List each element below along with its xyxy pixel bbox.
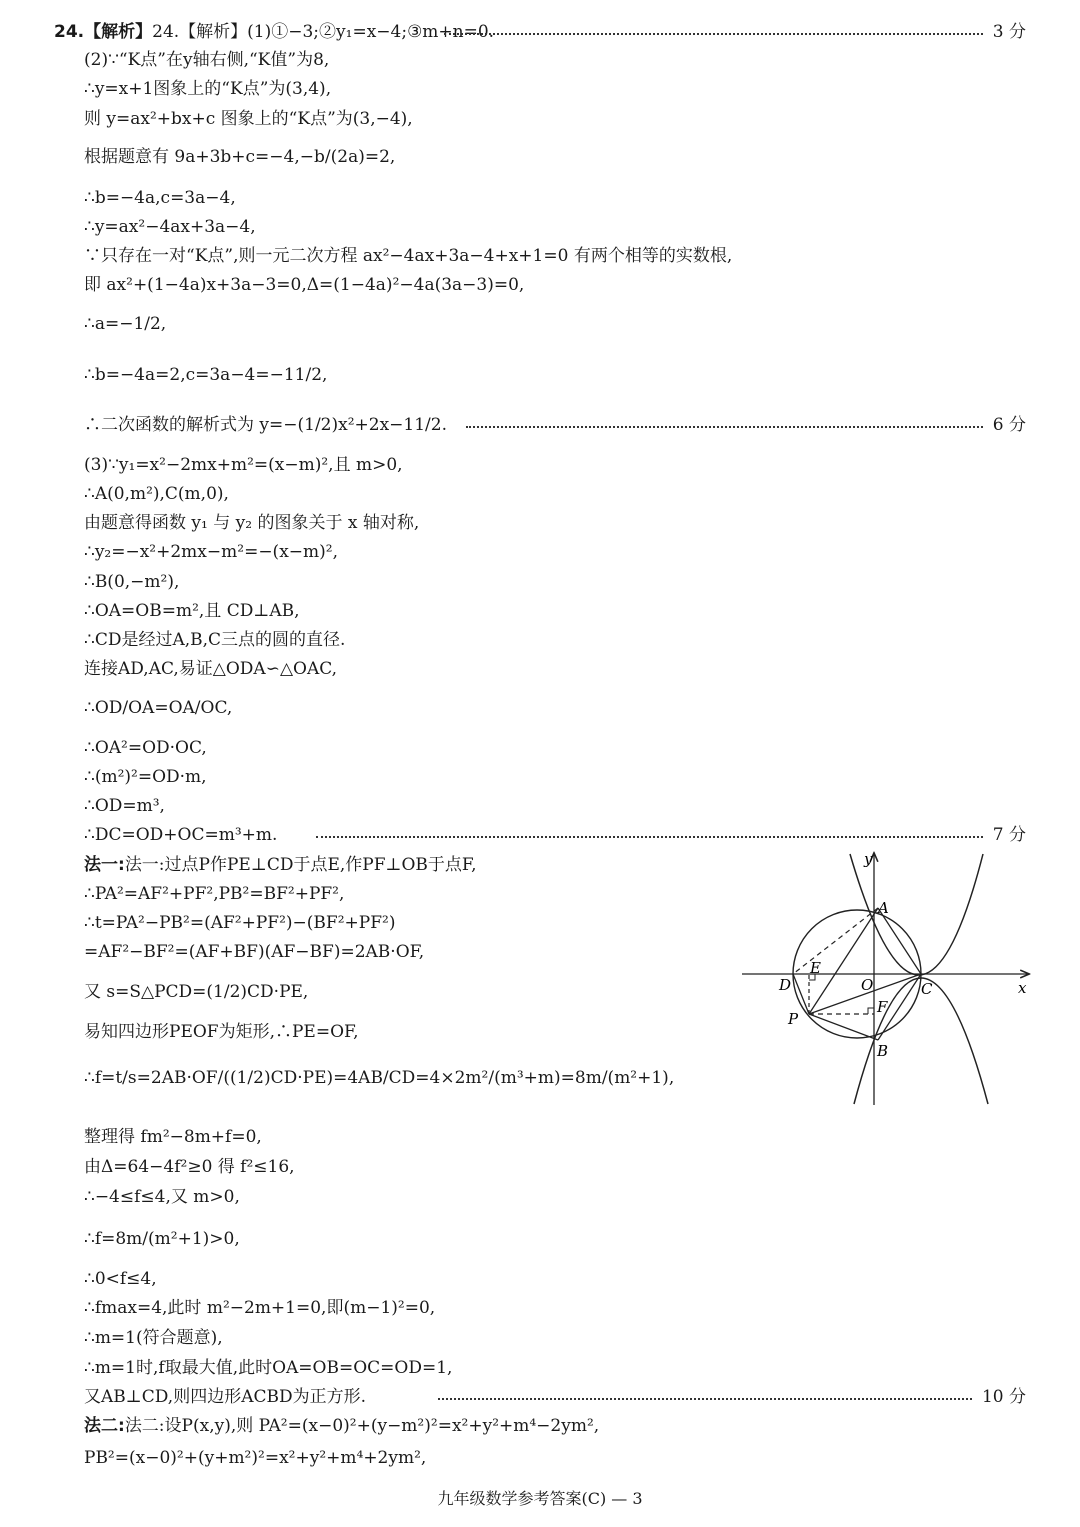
label-f: F: [877, 998, 888, 1016]
answer-line-36: ∴f=8m/(m²+1)>0,: [84, 1229, 240, 1249]
answer-line-31: 易知四边形PEOF为矩形,∴PE=OF,: [84, 1022, 359, 1042]
answer-line-43: PB²=(x−0)²+(y+m²)²=x²+y²+m⁴+2ym²,: [84, 1448, 427, 1468]
label-b: B: [877, 1042, 889, 1060]
answer-line-22: ∴OA²=OD·OC,: [84, 738, 207, 758]
segment-pd: [793, 974, 809, 1014]
answer-line-4: 则 y=ax²+bx+c 图象上的“K点”为(3,−4),: [84, 109, 413, 129]
answer-line-11: ∴b=−4a=2,c=3a−4=−11/2,: [84, 365, 328, 385]
answer-line-10: ∴a=−1/2,: [84, 314, 167, 334]
score-row-1: [430, 20, 1026, 44]
answer-line-27: ∴PA²=AF²+PF²,PB²=BF²+PF²,: [84, 884, 345, 904]
answer-line-2: (2)∵“K点”在y轴右侧,“K值”为8,: [84, 50, 330, 70]
label-p: P: [788, 1010, 799, 1028]
answer-line-21: ∴OD/OA=OA/OC,: [84, 698, 233, 718]
answer-line-32: ∴f=t/s=2AB·OF/((1/2)CD·PE)=4AB/CD=4×2m²/(m³+m)=8m/(m²+1),: [84, 1068, 675, 1088]
label-o: O: [861, 976, 874, 994]
label-c: C: [921, 980, 933, 998]
answer-line-3: ∴y=x+1图象上的“K点”为(3,4),: [84, 79, 332, 99]
answer-line-12: ∴二次函数的解析式为 y=−(1/2)x²+2x−11/2.: [84, 415, 447, 435]
score-label: 3 分: [992, 22, 1026, 42]
answer-line-42: 法二:法二:设P(x,y),则 PA²=(x−0)²+(y−m²)²=x²+y²+m⁴−2ym²,: [84, 1416, 600, 1436]
score-label: 7 分: [992, 825, 1026, 845]
answer-line-34: 由Δ=64−4f²≥0 得 f²≤16,: [84, 1157, 295, 1177]
score-row-3: [302, 823, 1026, 847]
answer-line-38: ∴fmax=4,此时 m²−2m+1=0,即(m−1)²=0,: [84, 1298, 436, 1318]
answer-line-37: ∴0<f≤4,: [84, 1269, 157, 1289]
right-angle-f: [868, 1008, 874, 1014]
answer-line-20: 连接AD,AC,易证△ODA∽△OAC,: [84, 659, 338, 679]
answer-line-6: ∴b=−4a,c=3a−4,: [84, 188, 236, 208]
answer-line-5: 根据题意有 9a+3b+c=−4,−b/(2a)=2,: [84, 147, 396, 167]
answer-line-40: ∴m=1时,f取最大值,此时OA=OB=OC=OD=1,: [84, 1358, 453, 1378]
score-label: 6 分: [992, 415, 1026, 435]
answer-line-30: 又 s=S△PCD=(1/2)CD·PE,: [84, 982, 309, 1002]
dot-leader: [438, 1398, 972, 1400]
answer-line-39: ∴m=1(符合题意),: [84, 1328, 223, 1348]
answer-line-25: ∴DC=OD+OC=m³+m.: [84, 825, 278, 845]
answer-line-23: ∴(m²)²=OD·m,: [84, 767, 207, 787]
answer-line-18: ∴OA=OB=m²,且 CD⊥AB,: [84, 601, 300, 621]
answer-line-15: 由题意得函数 y₁ 与 y₂ 的图象关于 x 轴对称,: [84, 513, 420, 533]
label-x: x: [1018, 979, 1027, 997]
answer-line-16: ∴y₂=−x²+2mx−m²=−(x−m)²,: [84, 542, 338, 562]
answer-line-41: 又AB⊥CD,则四边形ACBD为正方形.: [84, 1387, 367, 1407]
dot-leader: [466, 426, 983, 428]
answer-line-8: ∵只存在一对“K点”,则一元二次方程 ax²−4ax+3a−4+x+1=0 有两个相等的实数根,: [84, 246, 733, 266]
answer-line-7: ∴y=ax²−4ax+3a−4,: [84, 217, 256, 237]
label-d: D: [779, 976, 792, 994]
answer-line-17: ∴B(0,−m²),: [84, 572, 180, 592]
dot-leader: [316, 836, 983, 838]
answer-line-9: 即 ax²+(1−4a)x+3a−3=0,Δ=(1−4a)²−4a(3a−3)=0,: [84, 275, 525, 295]
label-a: A: [878, 899, 889, 917]
answer-line-19: ∴CD是经过A,B,C三点的圆的直径.: [84, 630, 346, 650]
answer-line-1: 24.【解析】24.【解析】(1)①−3;②y₁=x−4;③m+n=0.: [54, 22, 495, 42]
geometry-figure: [738, 850, 1038, 1115]
answer-line-24: ∴OD=m³,: [84, 796, 165, 816]
segment-ad-dashed: [793, 908, 878, 974]
answer-line-28: ∴t=PA²−PB²=(AF²+PF²)−(BF²+PF²): [84, 913, 396, 933]
answer-line-13: (3)∵y₁=x²−2mx+m²=(x−m)²,且 m>0,: [84, 455, 403, 475]
answer-line-14: ∴A(0,m²),C(m,0),: [84, 484, 229, 504]
score-row-2: [452, 413, 1026, 437]
page-footer: 九年级数学参考答案(C) — 3: [437, 1489, 643, 1508]
label-e: E: [810, 959, 821, 977]
score-row-4: [424, 1385, 1026, 1409]
score-label: 10 分: [981, 1387, 1026, 1407]
answer-line-29: =AF²−BF²=(AF+BF)(AF−BF)=2AB·OF,: [84, 942, 425, 962]
answer-line-33: 整理得 fm²−8m+f=0,: [84, 1127, 262, 1147]
dot-leader: [444, 33, 983, 35]
label-y: y: [864, 850, 873, 868]
answer-line-26: 法一:法一:过点P作PE⊥CD于点E,作PF⊥OB于点F,: [84, 855, 477, 875]
answer-line-35: ∴−4≤f≤4,又 m>0,: [84, 1187, 240, 1207]
